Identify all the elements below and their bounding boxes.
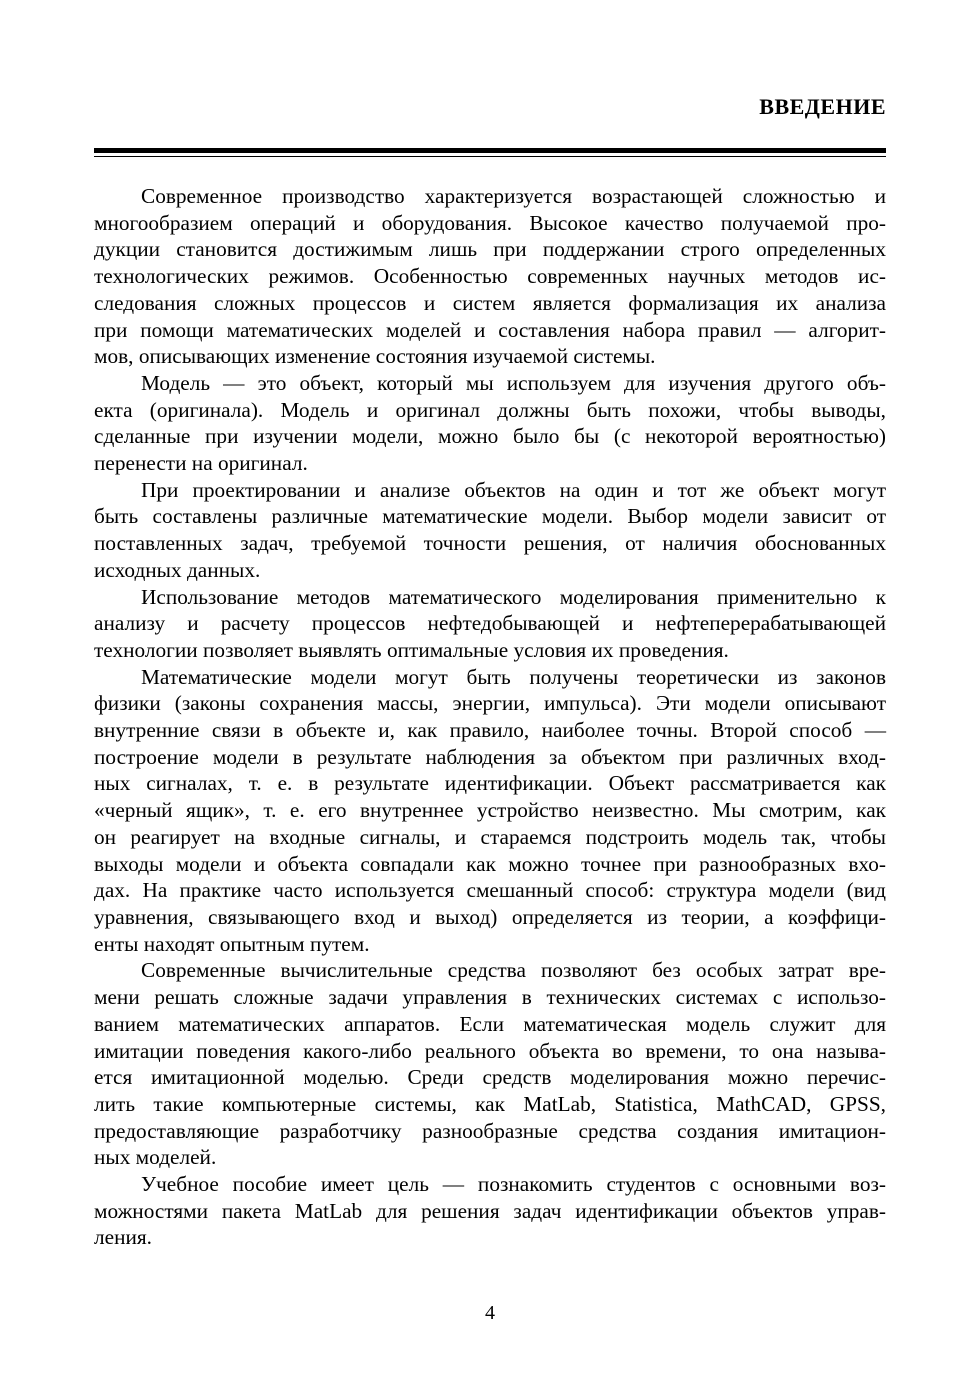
- text-line: Модель — это объект, который мы используем для изучения другого объ-: [141, 370, 886, 395]
- text-line: Учебное пособие имеет цель — познакомить студентов с основными воз-: [141, 1172, 886, 1197]
- text-line: «черный ящик», т. е. его внутреннее устройство неизвестно. Мы смотрим, как: [94, 798, 886, 823]
- paragraph: [94, 1171, 886, 1251]
- body-text: [94, 183, 886, 1251]
- text-line: внутренние связи в объекте и, как правило, наиболее точны. Второй способ —: [94, 718, 886, 743]
- text-line: перенести на оригинал.: [94, 451, 308, 476]
- paragraph: [94, 957, 886, 1171]
- text-line: многообразием операций и оборудования. Высокое качество получаемой про-: [94, 210, 886, 235]
- text-line: ных моделей.: [94, 1145, 217, 1170]
- text-line: технологии позволяет выявлять оптимальные условия их проведения.: [94, 637, 729, 662]
- text-line: екта (оригинала). Модель и оригинал должны быть похожи, чтобы выводы,: [94, 397, 886, 422]
- text-line: ления.: [94, 1225, 152, 1250]
- text-line: енты находят опытным путем.: [94, 931, 370, 956]
- text-line: дах. На практике часто используется смешанный способ: структура модели (вид: [94, 878, 886, 903]
- paragraph: [94, 664, 886, 958]
- text-line: Современные вычислительные средства позволяют без особых затрат вре-: [141, 958, 886, 983]
- text-line: ных сигналах, т. е. в результате идентификации. Объект рассматривается как: [94, 771, 886, 796]
- text-line: Математические модели могут быть получены теоретически из законов: [141, 664, 886, 689]
- paragraph: [94, 183, 886, 370]
- text-line: мов, описывающих изменение состояния изучаемой системы.: [94, 344, 656, 369]
- heading-rule-thin: [94, 156, 886, 157]
- text-line: он реагирует на входные сигналы, и стараемся подстроить модель так, чтобы: [94, 824, 886, 849]
- text-line: при помощи математических моделей и составления набора правил — алгорит-: [94, 317, 886, 342]
- text-line: Современное производство характеризуется возрастающей сложностью и: [141, 184, 886, 208]
- text-line: предоставляющие разработчику разнообразные средства создания имитацион-: [94, 1118, 886, 1143]
- paragraph: [94, 477, 886, 584]
- text-line: имитации поведения какого-либо реального объекта во времени, то она называ-: [94, 1038, 886, 1063]
- text-line: исходных данных.: [94, 557, 261, 582]
- text-line: сделанные при изучении модели, можно было бы (с некоторой вероятностью): [94, 424, 886, 449]
- text-line: выходы модели и объекта совпадали как можно точнее при разнообразных вхо-: [94, 851, 886, 876]
- page-number: 4: [485, 1302, 495, 1324]
- text-line: мени решать сложные задачи управления в технических системах с использо-: [94, 985, 886, 1010]
- text-line: технологических режимов. Особенностью современных научных методов ис-: [94, 264, 886, 289]
- text-line: следования сложных процессов и систем является формализация их анализа: [94, 290, 886, 315]
- text-line: анализу и расчету процессов нефтедобывающей и нефтеперерабатывающей: [94, 611, 886, 636]
- text-line: построение модели в результате наблюдения за объектом при различных вход-: [94, 744, 886, 769]
- text-line: лить такие компьютерные системы, как MatLab, Statistica, MathCAD, GPSS,: [94, 1091, 886, 1116]
- text-line: быть составлены различные математические модели. Выбор модели зависит от: [94, 504, 886, 529]
- text-line: ется имитационной моделью. Среди средств моделирования можно перечис-: [94, 1065, 886, 1090]
- text-line: дукции становится достижимым лишь при поддержании строго определенных: [94, 237, 886, 262]
- paragraph: [94, 584, 886, 664]
- text-line: физики (законы сохранения массы, энергии, импульса). Эти модели описывают: [94, 691, 886, 716]
- page-title: ВВЕДЕНИЕ: [759, 94, 886, 119]
- text-line: Использование методов математического моделирования применительно к: [141, 584, 886, 609]
- text-line: При проектировании и анализе объектов на один и тот же объект могут: [141, 477, 886, 502]
- text-line: ванием математических аппаратов. Если математическая модель служит для: [94, 1011, 886, 1036]
- text-line: поставленных задач, требуемой точности решения, от наличия обоснованных: [94, 531, 886, 556]
- text-line: уравнения, связывающего вход и выход) определяется из теории, а коэффици-: [94, 904, 886, 929]
- paragraph: [94, 370, 886, 477]
- text-line: можностями пакета MatLab для решения задач идентификации объектов управ-: [94, 1198, 886, 1223]
- heading-rule-thick: [94, 148, 886, 153]
